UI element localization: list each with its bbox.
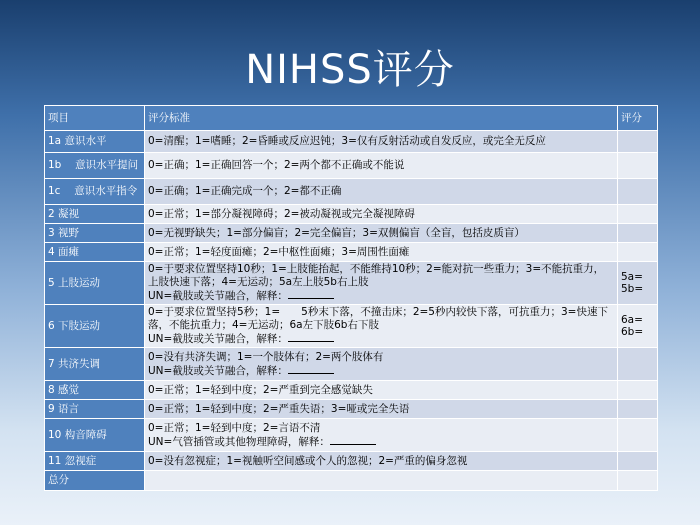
row-criteria [145,381,618,400]
criteria-text: 0=正常；1=轻度面瘫；2=中枢性面瘫；3=周围性面瘫 [148,245,410,258]
row-criteria [145,400,618,419]
row-score[interactable] [618,179,658,205]
row-item: 6 下肢运动 [45,305,145,348]
table-header-row [45,106,658,131]
row-score[interactable] [618,381,658,400]
row-score[interactable] [618,305,658,348]
criteria-text: 0=于要求位置坚持5秒；1= 5秒末下落，不撞击床；2=5秒内较快下落，可抗重力；3=快速下落，不能抗重力；4=无运动；6a左下肢6b右下肢 UN=截肢或关节融合，解释： [148,306,608,346]
explanation-blank[interactable] [288,363,334,374]
row-item: 1a 意识水平 [45,131,145,153]
row-score[interactable] [618,400,658,419]
table-row [45,400,658,419]
row-score[interactable] [618,471,658,491]
row-score[interactable] [618,452,658,471]
table-row [45,224,658,243]
table-row [45,348,658,381]
criteria-text: 0=没有共济失调；1=一个肢体有；2=两个肢体有 UN=截肢或关节融合，解释： [148,350,384,377]
criteria-text: 0=无视野缺失；1=部分偏盲；2=完全偏盲；3=双侧偏盲（全盲，包括皮质盲） [148,226,525,239]
criteria-text: 0=于要求位置坚持10秒；1=上肢能抬起，不能维持10秒；2=能对抗一些重力；3=不能抗重力，上肢快速下落；4=无运动；5a左上肢5b右上肢 UN=截肢或关节融合，解释： [148,263,605,303]
row-item: 总分 [45,471,145,491]
row-item: 7 共济失调 [45,348,145,381]
criteria-text: 0=正常；1=轻到中度；2=严重失语；3=哑或完全失语 [148,402,410,415]
criteria-text: 0=正常；1=轻到中度；2=严重到完全感觉缺失 [148,383,373,396]
row-item: 11 忽视症 [45,452,145,471]
row-criteria [145,224,618,243]
row-item: 2 凝视 [45,205,145,224]
table-row [45,153,658,179]
row-criteria [145,348,618,381]
explanation-blank[interactable] [288,288,334,299]
row-criteria [145,471,618,491]
table-row [45,179,658,205]
row-score[interactable] [618,131,658,153]
row-criteria [145,262,618,305]
score-text: 5a= 5b= [621,270,644,295]
row-criteria [145,131,618,153]
table-body [45,131,658,491]
row-item: 10 构音障碍 [45,419,145,452]
row-score[interactable] [618,419,658,452]
table-row [45,471,658,491]
header-criteria: 评分标准 [145,106,618,131]
row-criteria [145,452,618,471]
row-criteria [145,179,618,205]
nihss-table [44,105,658,491]
row-item: 1c 意识水平指令 [45,179,145,205]
row-score[interactable] [618,153,658,179]
row-criteria [145,205,618,224]
row-score[interactable] [618,224,658,243]
table-row [45,262,658,305]
table-row [45,452,658,471]
row-item: 4 面瘫 [45,243,145,262]
row-item: 3 视野 [45,224,145,243]
table-row [45,381,658,400]
row-criteria [145,305,618,348]
criteria-text: 0=正常；1=轻到中度；2=言语不清 UN=气管插管或其他物理障碍，解释： [148,421,330,448]
table-row [45,131,658,153]
row-criteria [145,243,618,262]
row-score[interactable] [618,262,658,305]
row-criteria [145,419,618,452]
row-item: 1b 意识水平提问 [45,153,145,179]
explanation-blank[interactable] [288,331,334,342]
row-item: 8 感觉 [45,381,145,400]
criteria-text: 0=清醒；1=嗜睡；2=昏睡或反应迟钝；3=仅有反射活动或自发反应，或完全无反应 [148,135,546,148]
table-row [45,305,658,348]
row-score[interactable] [618,348,658,381]
row-item: 5 上肢运动 [45,262,145,305]
score-text: 6a= 6b= [621,313,644,338]
criteria-text: 0=没有忽视症；1=视触听空间感或个人的忽视；2=严重的偏身忽视 [148,454,468,467]
row-criteria [145,153,618,179]
header-item: 项目 [45,106,145,131]
row-score[interactable] [618,205,658,224]
criteria-text: 0=正确；1=正确回答一个；2=两个都不正确或不能说 [148,159,405,172]
table-row [45,205,658,224]
explanation-blank[interactable] [330,434,376,445]
criteria-text: 0=正常；1=部分凝视障碍；2=被动凝视或完全凝视障碍 [148,207,415,220]
row-item: 9 语言 [45,400,145,419]
table-row [45,419,658,452]
row-score[interactable] [618,243,658,262]
slide-title: NIHSS评分 [245,47,455,93]
header-score: 评分 [618,106,658,131]
table-row [45,243,658,262]
criteria-text: 0=正确；1=正确完成一个；2=都不正确 [148,185,342,198]
